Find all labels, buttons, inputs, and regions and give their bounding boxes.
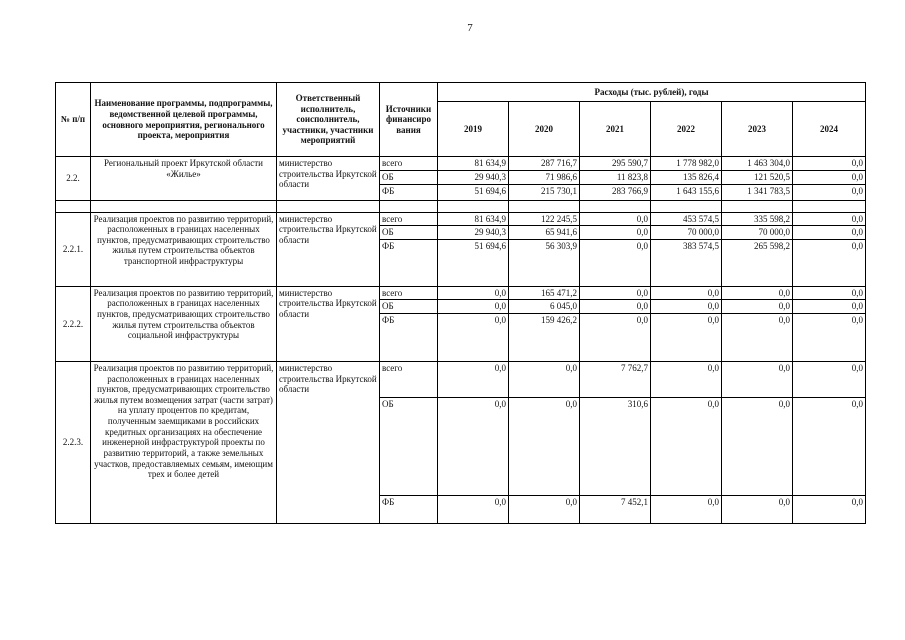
row-source: ФБ: [380, 239, 438, 286]
value-cell: 310,6: [580, 398, 651, 496]
row-source: ФБ: [380, 314, 438, 362]
value-cell: 0,0: [651, 314, 722, 362]
value-cell: 0,0: [438, 314, 509, 362]
value-cell: 0,0: [580, 239, 651, 286]
value-cell: 1 778 982,0: [651, 157, 722, 171]
value-cell: 1 341 783,5: [722, 184, 793, 200]
value-cell: 0,0: [793, 157, 866, 171]
row-responsible: министерство строительства Иркутской области: [277, 157, 380, 201]
value-cell: 65 941,6: [509, 226, 580, 240]
header-year: 2023: [722, 102, 793, 157]
row-source: ОБ: [380, 398, 438, 496]
value-cell: 0,0: [438, 362, 509, 398]
value-cell: 56 303,9: [509, 239, 580, 286]
value-cell: 0,0: [793, 239, 866, 286]
table-row: [56, 212, 866, 226]
value-cell: 0,0: [793, 286, 866, 300]
value-cell: 0,0: [722, 496, 793, 524]
value-cell: 0,0: [509, 398, 580, 496]
value-cell: 0,0: [580, 300, 651, 314]
value-cell: 71 986,6: [509, 171, 580, 185]
row-source: всего: [380, 362, 438, 398]
value-cell: 0,0: [651, 286, 722, 300]
row-source: ОБ: [380, 226, 438, 240]
header-num: № п/п: [56, 83, 91, 157]
header-source: Источники финансиро вания: [380, 83, 438, 157]
value-cell: 0,0: [580, 212, 651, 226]
value-cell: 0,0: [793, 300, 866, 314]
value-cell: 0,0: [722, 300, 793, 314]
value-cell: 0,0: [438, 398, 509, 496]
value-cell: 11 823,8: [580, 171, 651, 185]
row-source: всего: [380, 157, 438, 171]
row-responsible: министерство строительства Иркутской области: [277, 286, 380, 361]
header-year: 2020: [509, 102, 580, 157]
value-cell: 0,0: [438, 300, 509, 314]
value-cell: 0,0: [793, 212, 866, 226]
row-source: ОБ: [380, 300, 438, 314]
header-expenses: Расходы (тыс. рублей), годы: [438, 83, 866, 102]
value-cell: 0,0: [722, 286, 793, 300]
value-cell: 0,0: [793, 184, 866, 200]
header-year: 2019: [438, 102, 509, 157]
value-cell: 0,0: [580, 226, 651, 240]
row-source: ФБ: [380, 496, 438, 524]
value-cell: 0,0: [793, 496, 866, 524]
table-row: [56, 362, 866, 398]
value-cell: 215 730,1: [509, 184, 580, 200]
value-cell: 287 716,7: [509, 157, 580, 171]
value-cell: 0,0: [651, 398, 722, 496]
value-cell: 0,0: [651, 362, 722, 398]
row-name: Реализация проектов по развитию территорий, расположенных в границах населенных пунктов, предусматривающих строительство жилья путем возмещения затрат (части затрат) на уплату процентов по кредитам, полученным заемщиками в российских кредитных организациях на обеспечение инженерной инфраструктурой проекты по развитию территорий, а также земельных участков, предоставляемых семьям, имеющим трех и более детей: [91, 362, 277, 524]
row-source: всего: [380, 286, 438, 300]
row-responsible: министерство строительства Иркутской области: [277, 212, 380, 286]
value-cell: 335 598,2: [722, 212, 793, 226]
value-cell: 0,0: [793, 226, 866, 240]
value-cell: 0,0: [793, 398, 866, 496]
value-cell: 0,0: [438, 286, 509, 300]
header-responsible: Ответственный исполнитель, соисполнитель, участники, участники мероприятий: [277, 83, 380, 157]
value-cell: 0,0: [722, 398, 793, 496]
value-cell: 7 762,7: [580, 362, 651, 398]
row-name: Реализация проектов по развитию территорий, расположенных в границах населенных пунктов, предусматривающих строительство жилья путем строительства объектов социальной инфраструктуры: [91, 286, 277, 361]
value-cell: 265 598,2: [722, 239, 793, 286]
value-cell: 29 940,3: [438, 171, 509, 185]
row-number: 2.2.2.: [56, 286, 91, 361]
row-gap: [56, 200, 866, 212]
row-source: всего: [380, 212, 438, 226]
value-cell: 70 000,0: [722, 226, 793, 240]
row-number: 2.2.3.: [56, 362, 91, 524]
value-cell: 135 826,4: [651, 171, 722, 185]
value-cell: 121 520,5: [722, 171, 793, 185]
table-row: [56, 286, 866, 300]
value-cell: 122 245,5: [509, 212, 580, 226]
value-cell: 0,0: [722, 362, 793, 398]
value-cell: 6 045,0: [509, 300, 580, 314]
value-cell: 453 574,5: [651, 212, 722, 226]
value-cell: 295 590,7: [580, 157, 651, 171]
row-number: 2.2.1.: [56, 212, 91, 286]
value-cell: 1 463 304,0: [722, 157, 793, 171]
table-row: [56, 157, 866, 171]
row-responsible: министерство строительства Иркутской области: [277, 362, 380, 524]
row-source: ФБ: [380, 184, 438, 200]
value-cell: 81 634,9: [438, 157, 509, 171]
budget-table: [55, 82, 866, 524]
row-name: Региональный проект Иркутской области «Жилье»: [91, 157, 277, 201]
value-cell: 51 694,6: [438, 239, 509, 286]
value-cell: 0,0: [793, 314, 866, 362]
value-cell: 51 694,6: [438, 184, 509, 200]
value-cell: 81 634,9: [438, 212, 509, 226]
value-cell: 70 000,0: [651, 226, 722, 240]
value-cell: 159 426,2: [509, 314, 580, 362]
row-number: 2.2.: [56, 157, 91, 201]
value-cell: 0,0: [722, 314, 793, 362]
value-cell: 0,0: [651, 496, 722, 524]
value-cell: 0,0: [580, 286, 651, 300]
value-cell: 7 452,1: [580, 496, 651, 524]
header-name: Наименование программы, подпрограммы, ведомственной целевой программы, основного мероприятия, регионального проекта, мероприятия: [91, 83, 277, 157]
value-cell: 0,0: [509, 496, 580, 524]
value-cell: 383 574,5: [651, 239, 722, 286]
row-name: Реализация проектов по развитию территорий, расположенных в границах населенных пунктов, предусматривающих строительство жилья путем строительства объектов транспортной инфраструктуры: [91, 212, 277, 286]
value-cell: 283 766,9: [580, 184, 651, 200]
value-cell: 0,0: [438, 496, 509, 524]
value-cell: 0,0: [793, 171, 866, 185]
value-cell: 29 940,3: [438, 226, 509, 240]
value-cell: 0,0: [651, 300, 722, 314]
value-cell: 0,0: [793, 362, 866, 398]
value-cell: 0,0: [580, 314, 651, 362]
value-cell: 1 643 155,6: [651, 184, 722, 200]
header-year: 2024: [793, 102, 866, 157]
row-source: ОБ: [380, 171, 438, 185]
value-cell: 0,0: [509, 362, 580, 398]
page-number: 7: [467, 22, 473, 34]
header-year: 2021: [580, 102, 651, 157]
value-cell: 165 471,2: [509, 286, 580, 300]
header-year: 2022: [651, 102, 722, 157]
